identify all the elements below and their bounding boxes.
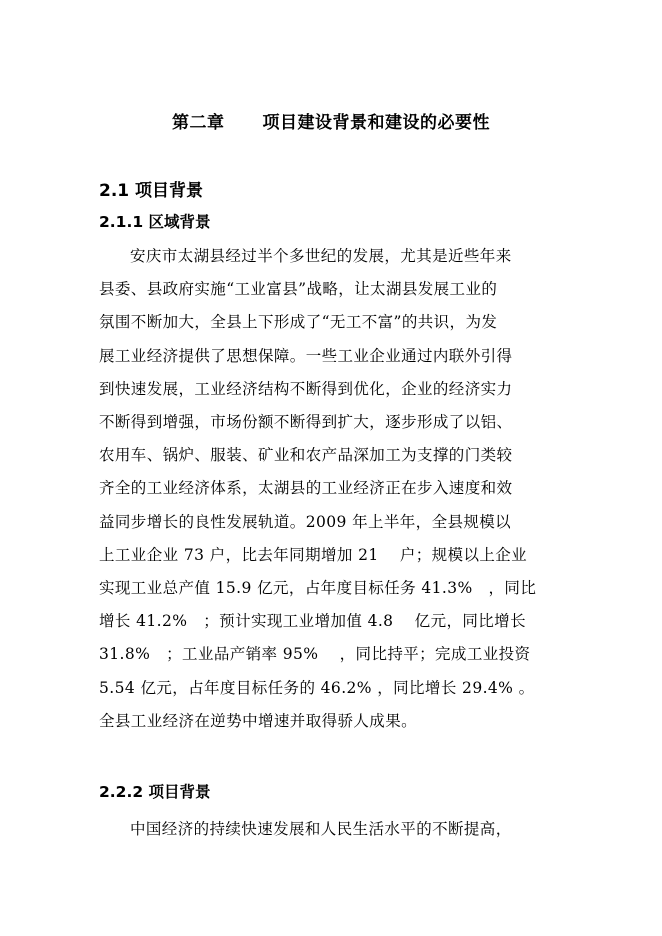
paragraph-line: 增长 41.2% ；预计实现工业增加值 4.8 亿元，同比增长 [99,612,526,631]
paragraph-line: 农用车、锅炉、服装、矿业和农产品深加工为支撑的门类较 [99,446,513,465]
paragraph-line: 安庆市太湖县经过半个多世纪的发展，尤其是近些年来 [130,247,512,265]
paragraph-line: 5.54 亿元，占年度目标任务的 46.2% ，同比增长 29.4% 。 [99,678,535,697]
paragraph-line: 实现工业总产值 15.9 亿元，占年度目标任务 41.3% ，同比 [99,579,537,598]
paragraph-line: 中国经济的持续快速发展和人民生活水平的不断提高， [130,820,512,838]
paragraph-line: 全县工业经济在逆势中增速并取得骄人成果。 [99,711,418,730]
section-heading-2-1: 2.1 项目背景 [99,181,204,201]
paragraph-line: 到快速发展，工业经济结构不断得到优化，企业的经济实力 [99,379,513,398]
paragraph-line: 益同步增长的良性发展轨道。2009 年上半年，全县规模以 [99,512,512,531]
paragraph-line: 齐全的工业经济体系，太湖县的工业经济正在步入速度和效 [99,479,513,498]
chapter-number: 第二章 [172,113,225,133]
paragraph-line: 上工业企业 73 户，比去年同期增加 21 户；规模以上企业 [99,545,528,564]
paragraph-line: 31.8% ；工业品产销率 95% ，同比持平；完成工业投资 [99,645,531,664]
paragraph-line: 氛围不断加大，全县上下形成了“无工不富”的共识，为发 [99,313,498,332]
paragraph-line: 县委、县政府实施“工业富县”战略，让太湖县发展工业的 [99,280,498,299]
chapter-title-text: 项目建设背景和建设的必要性 [262,113,490,133]
paragraph-line: 不断得到增强，市场份额不断得到扩大，逐步形成了以铝、 [99,413,513,432]
paragraph-regional-background [99,240,569,738]
chapter-title [0,108,662,133]
paragraph-project-background [99,813,569,846]
section-heading-2-2-2: 2.2.2 项目背景 [99,783,211,801]
section-heading-2-1-1: 2.1.1 区域背景 [99,213,211,231]
paragraph-line: 展工业经济提供了思想保障。一些工业企业通过内联外引得 [99,346,513,365]
